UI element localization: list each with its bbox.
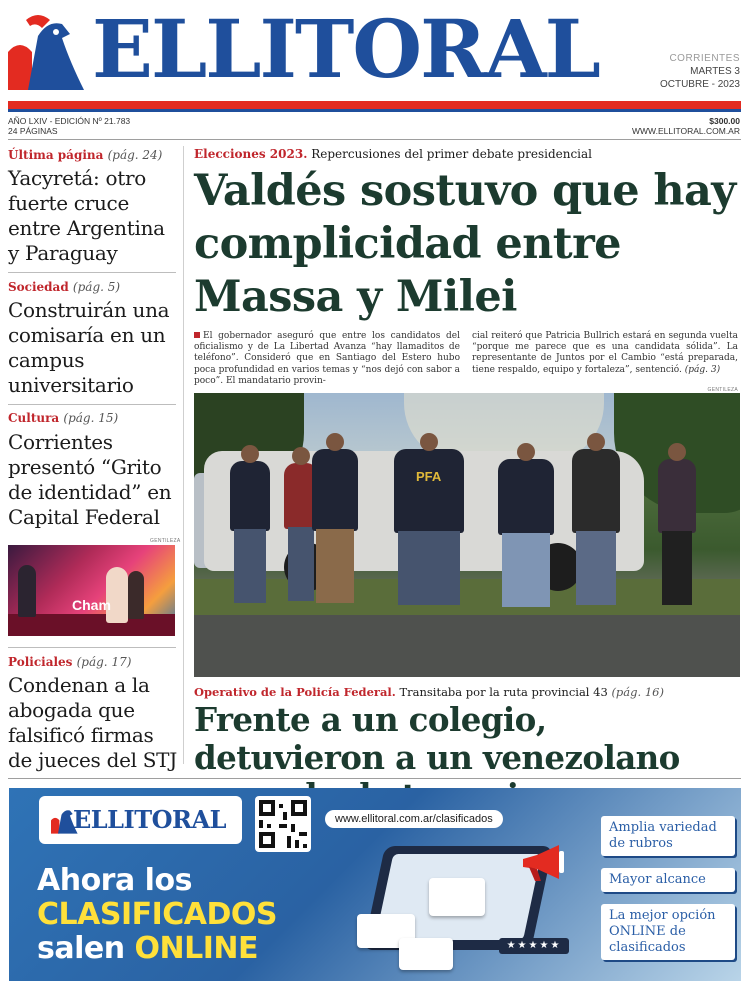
sidebar-headline-yacyreta[interactable]: Yacyretá: otro fuerte cruce entre Argentina y Paraguay (8, 166, 165, 265)
main-story-headline[interactable]: Valdés sostuvo que hay complicidad entre Massa y Milei (194, 166, 736, 322)
ad-line-1: Ahora los (37, 863, 192, 898)
divider (8, 404, 176, 405)
ad-line-2: CLASIFICADOS (37, 897, 278, 932)
main-story-lead-right: cial reiteró que Patricia Bullrich estará en segunda vuelta “porque me parece que es una candidata sólida”. La representante de Juntos por el Cambio “está preparada, tiene respaldo, equipo y fortaleza”, sentenció. (pág. 3) (472, 331, 738, 375)
ad-feature-reach[interactable]: Mayor alcance (601, 868, 735, 892)
masthead-date-month: OCTUBRE - 2023 (659, 79, 740, 90)
ad-feature-best-option[interactable]: La mejor opción ONLINE de clasificados (601, 904, 735, 960)
price: $300.00 (709, 116, 740, 126)
masthead-rule-blue (8, 109, 741, 112)
sidebar-kicker-ultima-pagina: Última página (pág. 24) (8, 148, 163, 162)
sidebar-kicker-policiales: Policiales (pág. 17) (8, 655, 132, 669)
cultura-thumbnail-image[interactable] (8, 545, 175, 636)
sidebar-headline-abogada[interactable]: Condenan a la abogada que falsificó firmas de jueces del STJ (8, 673, 177, 772)
listing-card-icon (399, 938, 453, 970)
column-divider (183, 146, 184, 764)
thumb-credit: GENTILEZA (150, 538, 181, 544)
ad-feature-variety[interactable]: Amplia variedad de rubros (601, 816, 735, 856)
ad-line-3: salen ONLINE (37, 931, 259, 966)
vest-label: PFA (416, 469, 442, 484)
sidebar-headline-grito-identidad[interactable]: Corrientes presentó “Grito de identidad” en Capital Federal (8, 430, 172, 529)
sidebar-kicker-cultura: Cultura (pág. 15) (8, 411, 119, 425)
masthead-city: CORRIENTES (669, 53, 740, 64)
edition-info: AÑO LXIV - EDICIÓN Nº 21.783 (8, 116, 131, 126)
divider (8, 139, 741, 140)
thumb-caption-text: Cham (72, 597, 111, 613)
masthead-date-day: MARTES 3 (690, 66, 740, 77)
masthead-rule-red (8, 101, 741, 109)
newspaper-logo-icon[interactable] (8, 12, 88, 90)
main-photo-police-operation[interactable] (194, 393, 740, 677)
divider (8, 272, 176, 273)
sidebar-kicker-sociedad: Sociedad (pág. 5) (8, 280, 121, 294)
website-link[interactable]: WWW.ELLITORAL.COM.AR (632, 126, 740, 136)
divider (8, 778, 741, 779)
ad-logo-text: ELLITORAL (73, 805, 226, 834)
masthead-title[interactable]: ELLITORAL (92, 2, 599, 96)
sidebar-headline-comisaria[interactable]: Construirán una comisaría en un campus universitario (8, 298, 170, 397)
main-story-lead-left: El gobernador aseguró que entre los candidatos del oficialismo y de La Libertad Avanza “hay llamaditos de teléfono”. Consideró que en Santiago del Estero hubo poca profundidad en varios temas y “nos dejó con sabor a poco”. El mandatario provin- (194, 331, 460, 386)
clasificados-advertisement[interactable] (9, 788, 741, 981)
listing-card-icon (429, 878, 485, 916)
qr-code-icon[interactable] (255, 796, 311, 852)
second-story-kicker: Operativo de la Policía Federal. Transitaba por la ruta provincial 43 (pág. 16) (194, 685, 664, 699)
main-story-kicker: Elecciones 2023. Repercusiones del primer debate presidencial (194, 147, 593, 161)
ad-url-link[interactable]: www.ellitoral.com.ar/clasificados (325, 810, 503, 828)
second-story-headline[interactable]: Frente a un colegio, detuvieron a un venezolano (194, 700, 680, 777)
megaphone-icon (519, 843, 565, 883)
page-count: 24 PÁGINAS (8, 126, 58, 136)
rating-stars-icon: ★★★★★ (499, 938, 569, 954)
photo-credit: GENTILEZA (707, 387, 738, 393)
divider (8, 647, 176, 648)
